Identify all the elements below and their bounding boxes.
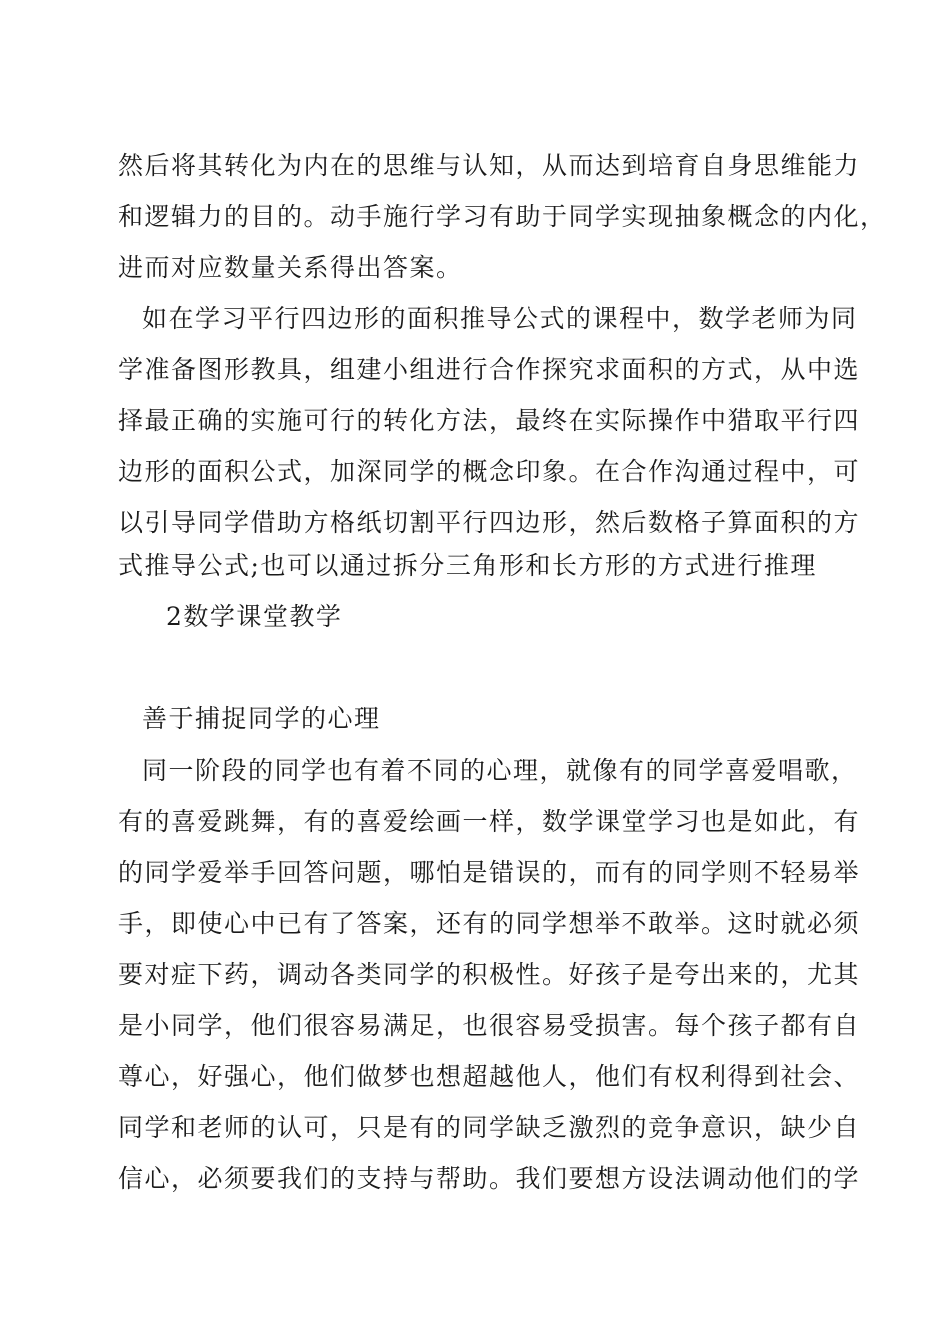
paragraph-3-line-4: 手，即使心中已有了答案，还有的同学想举不敢举。这时就必须 bbox=[118, 909, 861, 938]
paragraph-1-line-3: 进而对应数量关系得出答案。 bbox=[118, 253, 463, 282]
paragraph-3-line-3: 的同学爱举手回答问题，哪怕是错误的，而有的同学则不轻易举 bbox=[118, 858, 861, 887]
subheading: 善于捕捉同学的心理 bbox=[142, 704, 381, 733]
paragraph-3-line-1: 同一阶段的同学也有着不同的心理，就像有的同学喜爱唱歌， bbox=[142, 756, 858, 785]
paragraph-3-line-8: 同学和老师的认可，只是有的同学缺乏激烈的竞争意识，缺少自 bbox=[118, 1113, 861, 1142]
paragraph-3-line-6: 是小同学，他们很容易满足，也很容易受损害。每个孩子都有自 bbox=[118, 1011, 861, 1040]
paragraph-1-line-1: 然后将其转化为内在的思维与认知，从而达到培育自身思维能力 bbox=[118, 151, 861, 180]
paragraph-2-line-5: 以引导同学借助方格纸切割平行四边形，然后数格子算面积的方 bbox=[118, 508, 861, 537]
paragraph-2-line-1: 如在学习平行四边形的面积推导公式的课程中，数学老师为同 bbox=[142, 304, 858, 333]
paragraph-2-line-4: 边形的面积公式，加深同学的概念印象。在合作沟通过程中，可 bbox=[118, 457, 861, 486]
paragraph-1-line-2: 和逻辑力的目的。动手施行学习有助于同学实现抽象概念的内化， bbox=[118, 202, 887, 231]
paragraph-3-line-2: 有的喜爱跳舞，有的喜爱绘画一样，数学课堂学习也是如此，有 bbox=[118, 807, 861, 836]
paragraph-2-line-2: 学准备图形教具，组建小组进行合作探究求面积的方式，从中选 bbox=[118, 355, 861, 384]
paragraph-2-line-6: 式推导公式;也可以通过拆分三角形和长方形的方式进行推理 bbox=[118, 551, 817, 580]
paragraph-3-line-7: 尊心，好强心，他们做梦也想超越他人，他们有权利得到社会、 bbox=[118, 1062, 861, 1091]
section-heading: 2数学课堂教学 bbox=[166, 602, 343, 631]
paragraph-3-line-5: 要对症下药，调动各类同学的积极性。好孩子是夸出来的，尤其 bbox=[118, 960, 861, 989]
paragraph-3-line-9: 信心，必须要我们的支持与帮助。我们要想方设法调动他们的学 bbox=[118, 1164, 861, 1193]
paragraph-2-line-3: 择最正确的实施可行的转化方法，最终在实际操作中猎取平行四 bbox=[118, 406, 861, 435]
